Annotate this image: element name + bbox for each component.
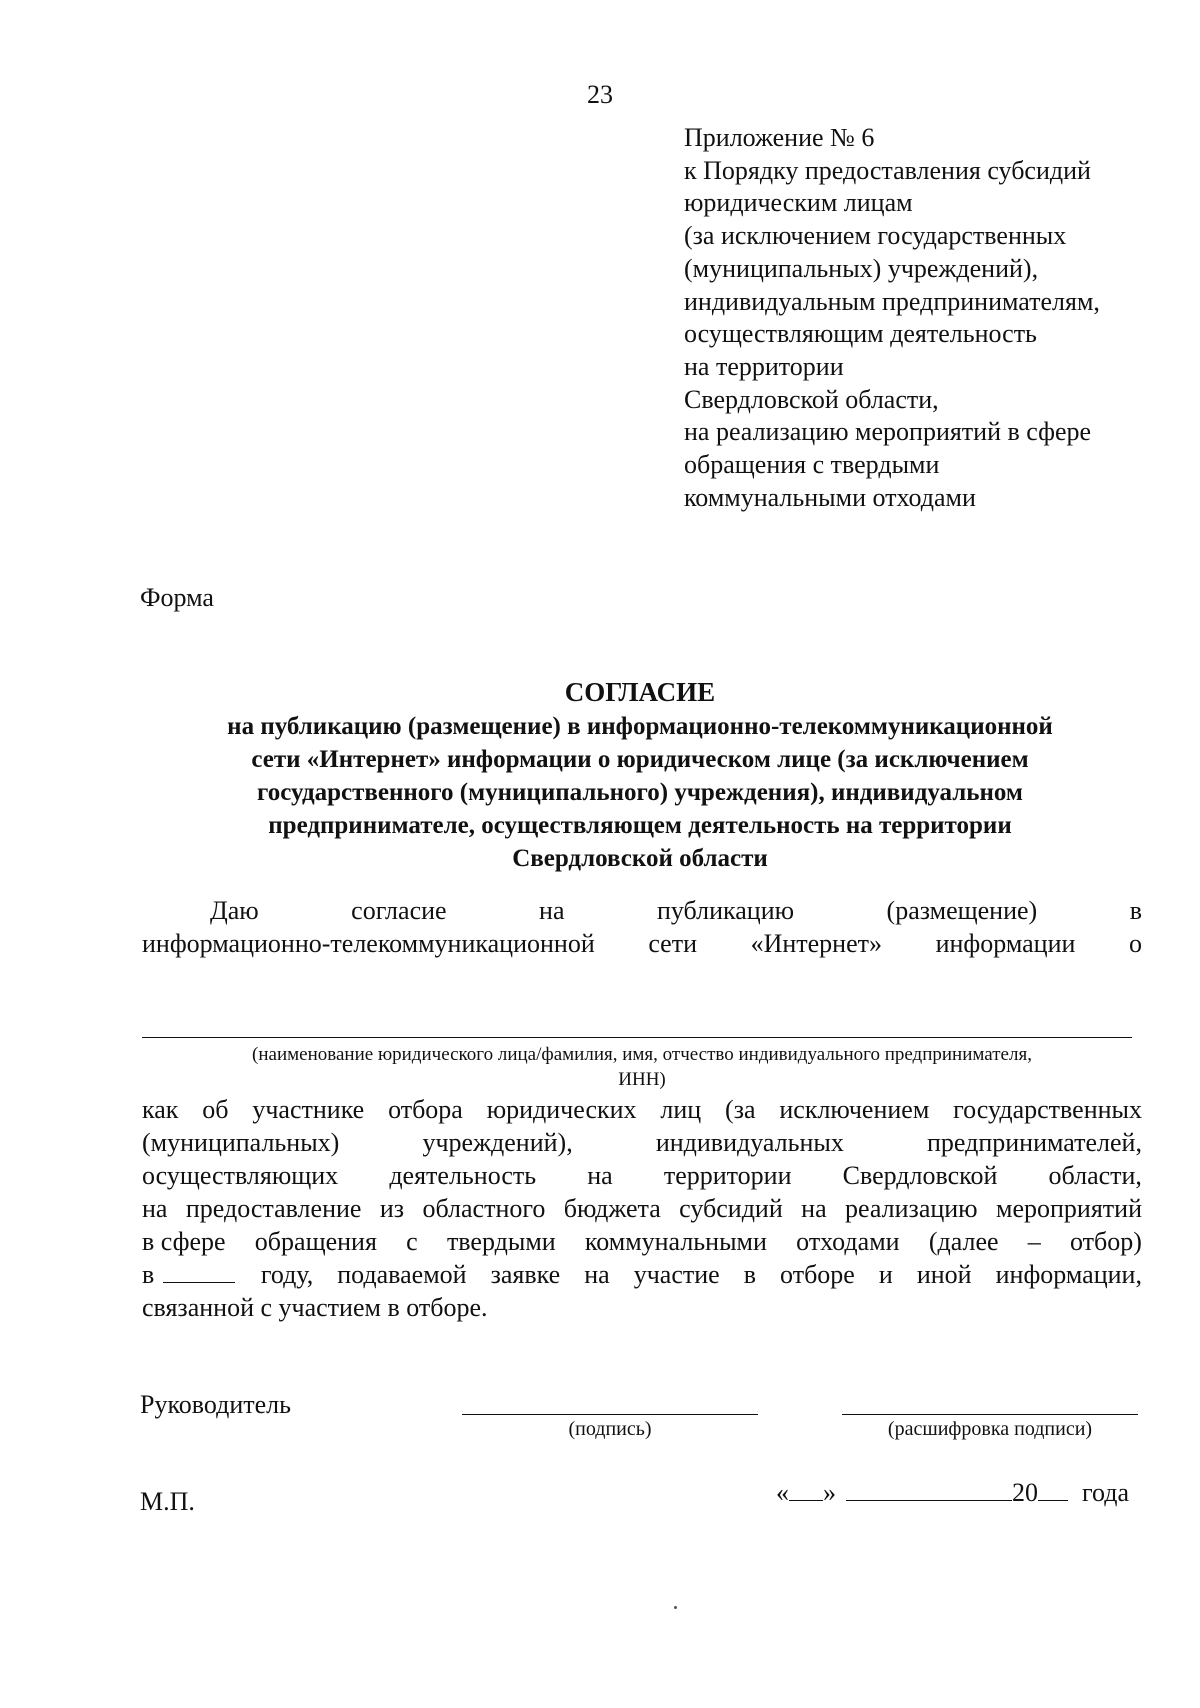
body-line-4: [142, 1192, 1142, 1225]
body-word: (за: [725, 1095, 756, 1124]
scan-speck: [674, 1606, 677, 1609]
body-word: участие: [633, 1260, 720, 1289]
intro-word: «Интернет»: [750, 929, 882, 958]
body-word: году,: [260, 1260, 314, 1289]
body-line-7: связанной с участием в отборе.: [142, 1293, 488, 1322]
body-word: реализацию: [845, 1194, 978, 1223]
intro-word: сети: [648, 929, 697, 958]
date-close-quote: »: [823, 1478, 836, 1507]
intro-word: Даю: [210, 896, 259, 925]
body-word: твердыми: [446, 1227, 556, 1256]
body-word: иной: [916, 1260, 972, 1289]
intro-line-1: [142, 894, 1142, 927]
body-line-2: [142, 1126, 1142, 1159]
signature-line: [462, 1414, 758, 1415]
title-line-3: государственного (муниципального) учреждения), индивидуальном: [257, 779, 1023, 806]
body-word: на: [584, 1260, 610, 1289]
decoding-caption: (расшифровка подписи): [887, 1418, 1093, 1440]
body-line-1: [142, 1093, 1142, 1126]
body-word: участнике: [252, 1095, 365, 1124]
name-hint: [142, 1042, 1142, 1092]
appendix-line-11: обращения с твердыми: [684, 450, 940, 480]
body-word: отходами: [796, 1227, 900, 1256]
body-word-start: в: [142, 1260, 155, 1289]
appendix-line-3: юридическим лицам: [684, 188, 913, 218]
body-word: –: [1027, 1227, 1041, 1256]
date-day-blank: [789, 1478, 823, 1501]
intro-word: в: [1129, 896, 1142, 925]
appendix-line-7: осуществляющим деятельность: [684, 319, 1037, 349]
intro-word: на: [539, 896, 565, 925]
intro-word: согласие: [351, 896, 447, 925]
intro-paragraph: [142, 894, 1142, 960]
body-word: коммунальными: [584, 1227, 767, 1256]
body-word: [142, 1258, 237, 1291]
intro-word: информационно-телекоммуникационной: [142, 929, 595, 958]
date-suffix: года: [1082, 1478, 1130, 1507]
body-word: индивидуальных: [655, 1128, 844, 1157]
body-word: отборе: [780, 1260, 855, 1289]
body-word: учреждений),: [422, 1128, 573, 1157]
title-line-5: Свердловской области: [512, 845, 768, 872]
body-word: предоставление: [185, 1194, 362, 1223]
intro-word: (размещение): [886, 896, 1038, 925]
body-word: осуществляющих: [142, 1161, 339, 1190]
body-line-6: [142, 1258, 1142, 1291]
body-word: с: [406, 1227, 418, 1256]
body-word: в: [743, 1260, 757, 1289]
appendix-line-1: Приложение № 6: [684, 123, 875, 152]
title-line-1: на публикацию (размещение) в информационно-телекоммуникационной: [227, 713, 1053, 740]
date-century: 20: [1012, 1478, 1038, 1507]
body-word: на: [801, 1194, 827, 1223]
body-word: обращения: [254, 1227, 377, 1256]
year-blank: [163, 1262, 235, 1283]
body-word: и: [878, 1260, 893, 1289]
appendix-line-9: Свердловской области,: [684, 384, 939, 414]
appendix-line-10: на реализацию мероприятий в сфере: [684, 417, 1092, 447]
body-line-5: [142, 1225, 1142, 1258]
intro-word: о: [1129, 929, 1142, 958]
body-word: государственных: [953, 1095, 1142, 1124]
hint-line-2: ИНН): [618, 1069, 666, 1090]
body-word: лиц: [660, 1095, 702, 1124]
body-word: отбора: [388, 1095, 463, 1124]
body-word: исключением: [779, 1095, 930, 1124]
appendix-line-4: (за исключением государственных: [684, 221, 1067, 251]
form-label: Форма: [140, 583, 214, 612]
appendix-line-2: к Порядку предоставления субсидий: [684, 155, 1091, 185]
signature-caption: (подпись): [568, 1418, 652, 1440]
page-number: 23: [587, 80, 613, 109]
appendix-line-5: (муниципальных) учреждений),: [684, 253, 1039, 283]
intro-word: публикацию: [656, 896, 795, 925]
appendix-block: [684, 122, 1184, 514]
body-word: как: [142, 1095, 179, 1124]
body-word: деятельность: [389, 1161, 537, 1190]
body-line-3: [142, 1159, 1142, 1192]
body-paragraph: [142, 1093, 1142, 1324]
body-word: из: [379, 1194, 405, 1223]
appendix-line-6: индивидуальным предпринимателям,: [684, 286, 1100, 316]
date-open-quote: «: [776, 1478, 789, 1507]
decoding-line: [842, 1414, 1138, 1415]
body-word: в сфере: [142, 1227, 226, 1256]
body-word: области,: [1048, 1161, 1142, 1190]
date-month-blank: [846, 1478, 1012, 1501]
body-word: предпринимателей,: [926, 1128, 1142, 1157]
title-block: [120, 675, 1160, 875]
intro-word: информации: [935, 929, 1076, 958]
stamp-label: М.П.: [140, 1487, 195, 1516]
body-word: юридических: [486, 1095, 637, 1124]
body-word: территории: [663, 1161, 792, 1190]
appendix-line-8: на территории: [684, 351, 844, 381]
body-word: (далее: [928, 1227, 999, 1256]
appendix-line-12: коммунальными отходами: [684, 482, 976, 512]
body-word: областного: [422, 1194, 546, 1223]
signer-role: Руководитель: [140, 1390, 291, 1419]
body-word: отбор): [1070, 1227, 1142, 1256]
body-word: на: [142, 1194, 168, 1223]
body-word: на: [587, 1161, 613, 1190]
body-word: подаваемой: [337, 1260, 467, 1289]
intro-line-2: [142, 927, 1142, 960]
body-word: субсидий: [679, 1194, 783, 1223]
body-word: заявке: [490, 1260, 561, 1289]
body-word: (муниципальных): [142, 1128, 340, 1157]
body-word: Свердловской: [842, 1161, 998, 1190]
date-row: [776, 1478, 1146, 1508]
body-word: мероприятий: [996, 1194, 1142, 1223]
title-heading: СОГЛАСИЕ: [564, 677, 716, 707]
body-word: об: [202, 1095, 229, 1124]
title-line-4: предпринимателе, осуществляющем деятельность на территории: [268, 812, 1012, 839]
name-fill-line: [142, 1037, 1132, 1038]
date-year-blank: [1038, 1478, 1068, 1501]
body-word: бюджета: [563, 1194, 661, 1223]
title-line-2: сети «Интернет» информации о юридическом лице (за исключением: [251, 746, 1029, 773]
hint-line-1: (наименование юридического лица/фамилия, имя, отчество индивидуального предпринимателя,: [252, 1044, 1032, 1065]
body-word: информации,: [995, 1260, 1142, 1289]
